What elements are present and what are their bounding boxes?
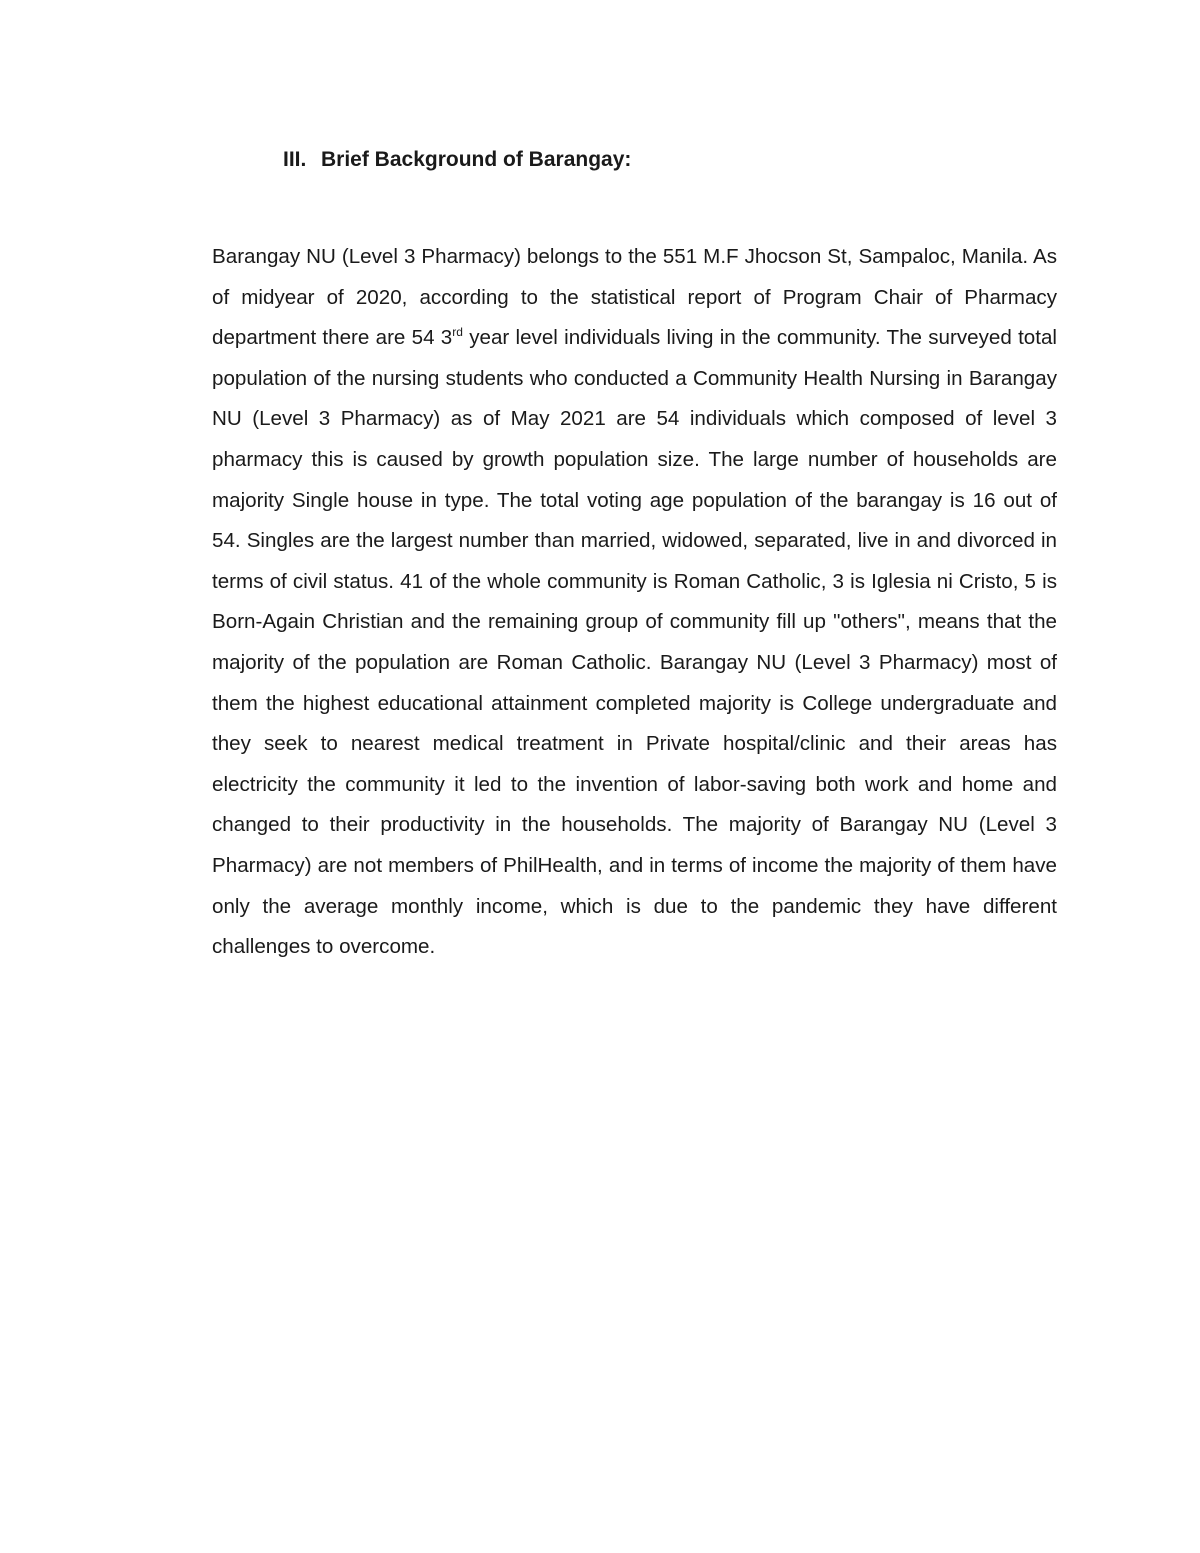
paragraph-text-part1: Barangay NU (Level 3 Pharmacy) belongs to the 551 M.F Jhocson St, Sampaloc, Manila. As of midyear of 2020, according to the statistical report of Program Chair of Pharmacy department there are 54 3 xyxy=(212,245,1057,350)
section-heading xyxy=(283,148,631,172)
section-number: III. xyxy=(283,148,307,171)
paragraph-text-part2: year level individuals living in the community. The surveyed total population of the nursing students who conducted a Community Health Nursing in Barangay NU (Level 3 Pharmacy) as of May 2021 are 54 individuals which composed of level 3 pharmacy this is caused by growth population size. The large number of households are majority Single house in type. The total voting age population of the barangay is 16 out of 54. Singles are the largest number than married, widowed, separated, live in and divorced in terms of civil status. 41 of the whole community is Roman Catholic, 3 is Iglesia ni Cristo, 5 is Born-Again Christian and the remaining group of community fill up "others", means that the majority of the population are Roman Catholic. Barangay NU (Level 3 Pharmacy) most of them the highest educational attainment completed majority is College undergraduate and they seek to nearest medical treatment in Private hospital/clinic and their areas has electricity the community it led to the invention of labor-saving both work and home and changed to their productivity in the households. The majority of Barangay NU (Level 3 Pharmacy) are not members of PhilHealth, and in terms of income the majority of them have only the average monthly income, which is due to the pandemic they have different challenges to overcome. xyxy=(212,326,1057,959)
background-paragraph xyxy=(212,237,1057,968)
ordinal-superscript: rd xyxy=(452,325,463,340)
section-title: Brief Background of Barangay: xyxy=(321,148,632,171)
